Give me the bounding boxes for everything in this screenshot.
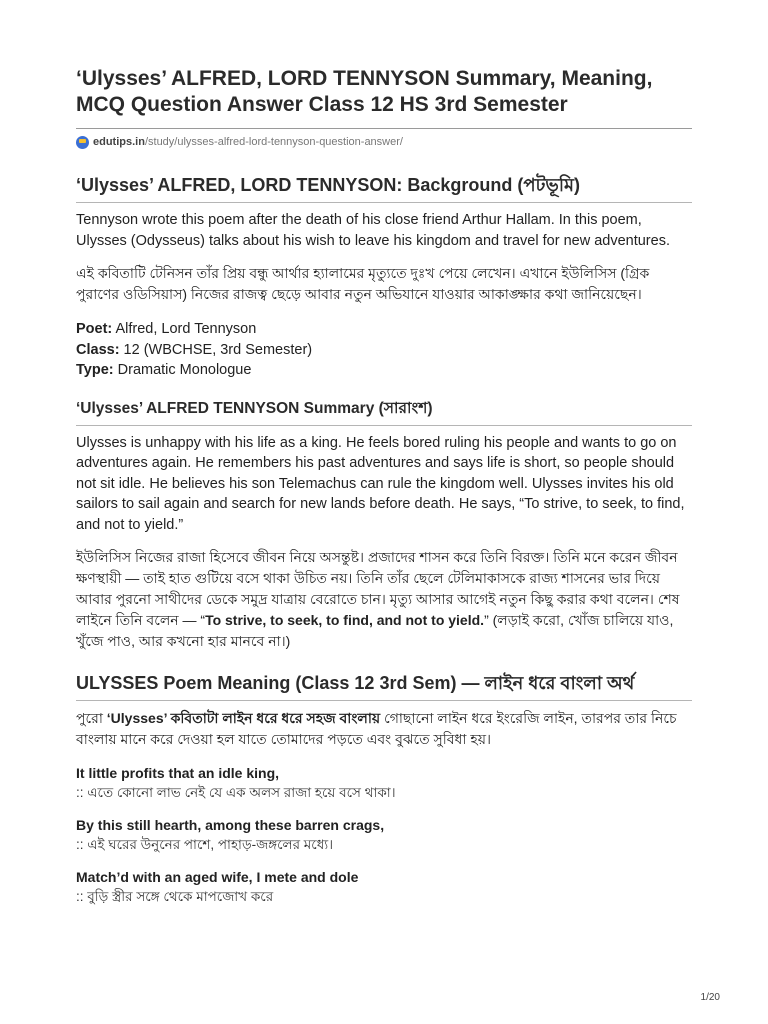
poet-line: [76, 319, 692, 340]
meaning-intro-part-2: গোছানো লাইন ধরে ইংরেজি লাইন, তারপর তার নিচে বাংলায় মানে করে দেওয়া হল যাতে তোমাদের পড়তে এবং বুঝতে সুবিধা হয়।: [76, 710, 677, 747]
meaning-heading: ULYSSES Poem Meaning (Class 12 3rd Sem) — লাইন ধরে বাংলা অর্থ: [76, 673, 635, 693]
summary-heading: ‘Ulysses’ ALFRED TENNYSON Summary (সারাংশ): [76, 399, 433, 417]
verse-bengali: :: এতে কোনো লাভ নেই যে এক অলস রাজা হয়ে বসে থাকা।: [76, 785, 396, 800]
summary-divider: [76, 425, 692, 426]
meaning-divider: [76, 700, 692, 701]
source-url[interactable]: [76, 134, 692, 150]
summary-quote: To strive, to seek, to find, and not to yield.: [205, 612, 485, 628]
background-heading: ‘Ulysses’ ALFRED, LORD TENNYSON: Background (পটভূমি): [76, 175, 580, 195]
class-label: Class:: [76, 341, 120, 358]
class-line: [76, 340, 692, 361]
edutips-favicon-icon: [76, 136, 89, 149]
page-number: 1/20: [700, 992, 720, 1003]
poet-label: Poet:: [76, 321, 113, 337]
poet-value: Alfred, Lord Tennyson: [112, 321, 257, 337]
verse-english: By this still hearth, among these barren crags,: [76, 817, 385, 833]
summary-paragraph-bn: [76, 547, 692, 652]
verse-bengali: :: বুড়ি স্ত্রীর সঙ্গে থেকে মাপজোখ করে: [76, 889, 274, 904]
title-divider: [76, 128, 692, 129]
verse-line-1: [76, 764, 692, 802]
verse-english: It little profits that an idle king,: [76, 765, 280, 781]
type-label: Type:: [76, 362, 114, 378]
verse-english: Match’d with an aged wife, I mete and dole: [76, 869, 359, 885]
type-value: Dramatic Monologue: [113, 362, 252, 378]
source-path[interactable]: /study/ulysses-alfred-lord-tennyson-question-answer/: [144, 136, 403, 148]
source-domain[interactable]: edutips.in: [93, 136, 145, 148]
summary-bn-part-1: ইউলিসিস নিজের রাজা হিসেবে জীবন নিয়ে অসন্তুষ্ট। প্রজাদের শাসন করে তিনি বিরক্ত। তিনি মনে করেন জীবন ক্ষণস্থায়ী — তাই হাত গুটিয়ে বসে থাকা উচিত নয়। তিনি তাঁর ছেলে টেলিমাকাসকে রাজ্য শাসনের ভার দিয়ে আবার পুরনো সাথীদের ডেকে সমুদ্র যাত্রায় বেরোতে চান। মৃত্যু আসার আগেই নতুন কিছু করার কথা বলেন। শেষ লাইনে তিনি বলেন — “: [76, 549, 680, 628]
class-value: 12 (WBCHSE, 3rd Semester): [119, 341, 313, 358]
background-paragraph-en: Tennyson wrote this poem after the death of his close friend Arthur Hallam. In this poem, Ulysses (Odysseus) talks about his wish to leave his kingdom and travel for new adventures.: [76, 212, 670, 249]
meaning-intro-bold: ‘Ulysses’ কবিতাটা লাইন ধরে ধরে সহজ বাংলায়: [106, 710, 381, 726]
background-divider: [76, 202, 692, 203]
background-paragraph-bn: এই কবিতাটি টেনিসন তাঁর প্রিয় বন্ধু আর্থার হ্যালামের মৃত্যুতে দুঃখ পেয়ে লেখেন। এখানে ইউলিসিস (গ্রিক পুরাণের ওডিসিয়াস) নিজের রাজত্ব ছেড়ে আবার নতুন অভিযানে যাওয়ার আকাঙ্ক্ষার কথা জানিয়েছেন।: [76, 265, 650, 302]
document-page: [76, 0, 692, 906]
verse-line-3: [76, 868, 692, 906]
summary-bn-part-2: ” (লড়াই করো, খোঁজ চালিয়ে যাও, খুঁজে পাও, আর কখনো হার মানবে না।): [76, 612, 674, 649]
poem-meta: [76, 319, 692, 381]
meaning-intro: [76, 708, 692, 750]
verse-bengali: :: এই ঘরের উনুনের পাশে, পাহাড়-জঙ্গলের মধ্যে।: [76, 837, 334, 852]
page-title: ‘Ulysses’ ALFRED, LORD TENNYSON Summary, Meaning, MCQ Question Answer Class 12 HS 3rd Semester: [76, 67, 653, 116]
meaning-intro-part-1: পুরো: [76, 710, 107, 726]
summary-paragraph-en: Ulysses is unhappy with his life as a king. He feels bored ruling his people and wants to go on adventures again. He remembers his past adventures and says life is short, so people should not sit idle. He believes his son Telemachus can rule the kingdom well. Ulysses invites his old sailors to sail again and search for new lands before death. He says, “To strive, to seek, to find, and not to yield.”: [76, 434, 685, 533]
type-line: [76, 360, 692, 381]
verse-line-2: [76, 816, 692, 854]
